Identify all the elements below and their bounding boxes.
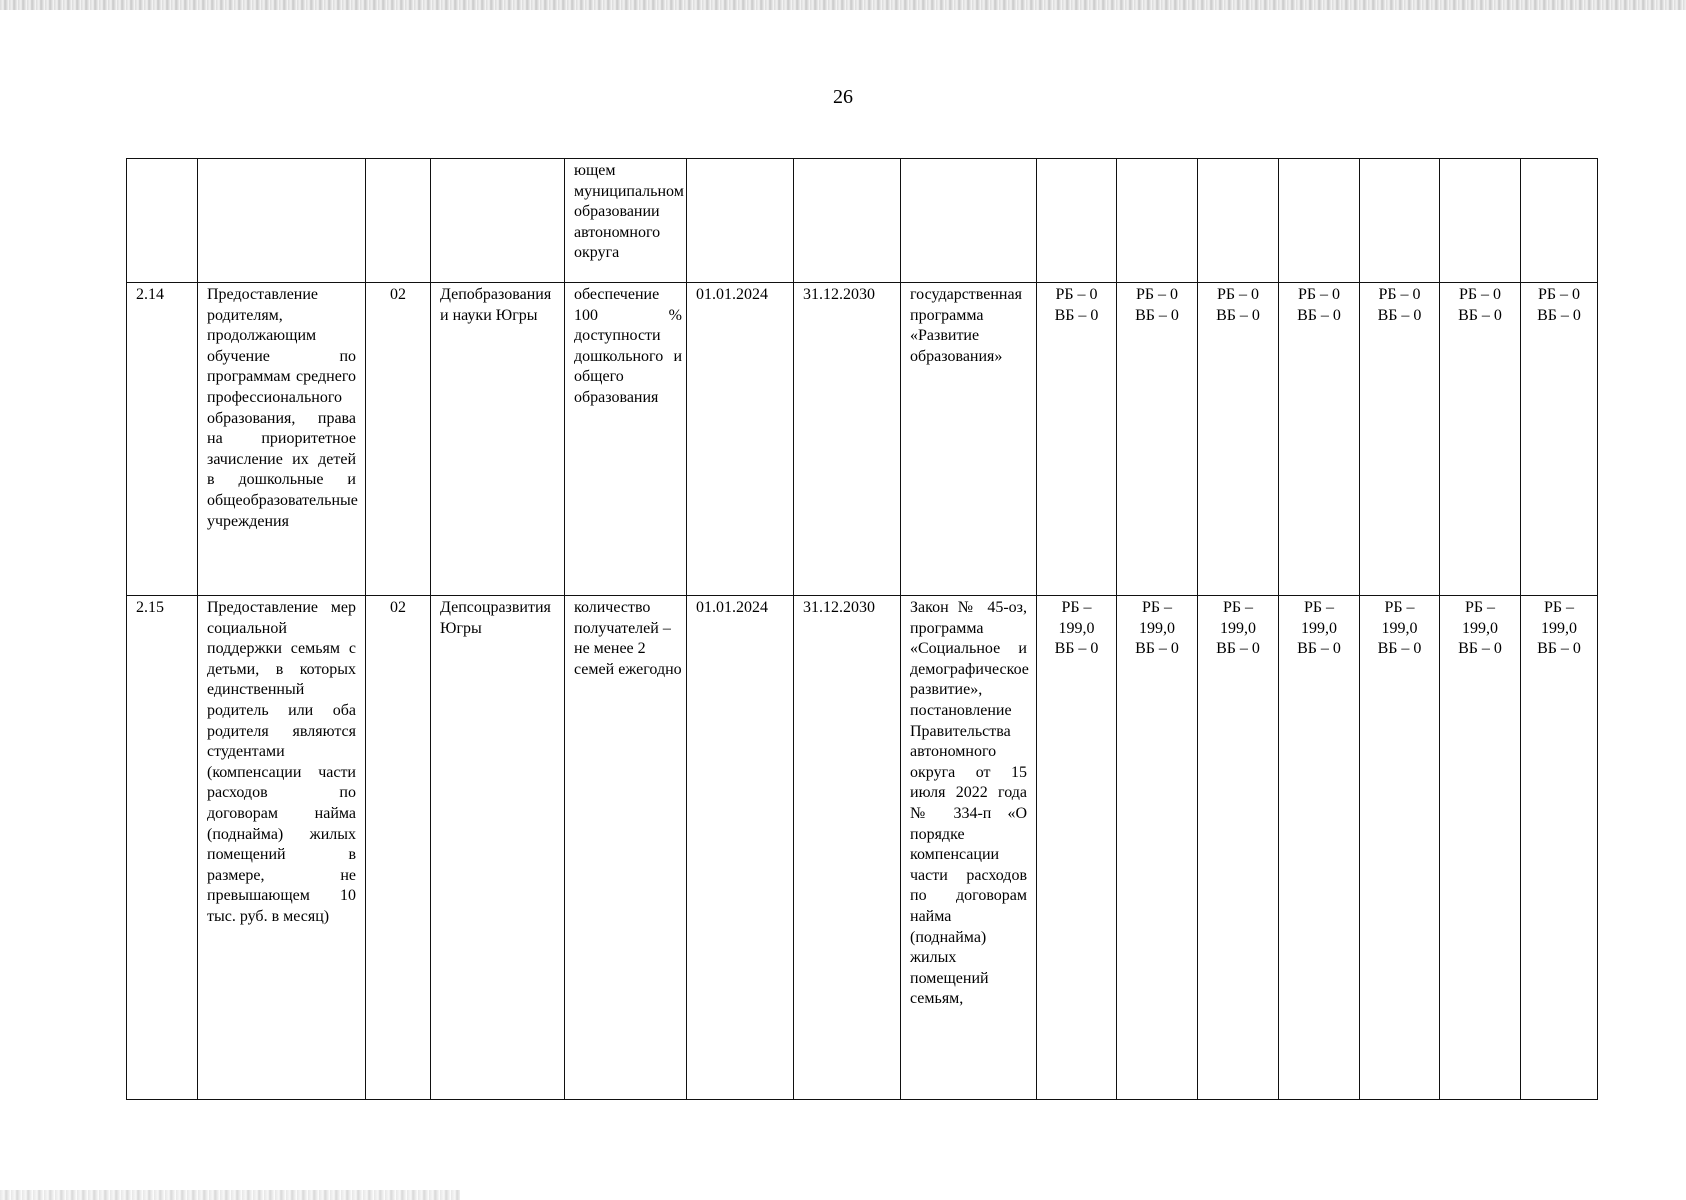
cell-executor: Депсоцразвития Югры: [431, 596, 565, 1100]
finance-vb: ВБ – 0: [1054, 306, 1099, 324]
cell-finance-7: [1521, 159, 1598, 283]
finance-rb: РБ – 199,0: [1139, 599, 1175, 637]
cell-number: [127, 159, 198, 283]
cell-finance-2: [1117, 596, 1198, 1100]
measures-table: [126, 158, 1598, 1100]
cell-start-date: 01.01.2024: [687, 283, 794, 596]
cell-code: 02: [366, 283, 431, 596]
cell-finance-4: [1279, 159, 1360, 283]
cell-finance-7: [1521, 596, 1598, 1100]
finance-rb: РБ – 0: [1458, 286, 1502, 303]
finance-rb: РБ – 0: [1297, 286, 1341, 303]
cell-measure: [198, 159, 366, 283]
table-row-2-15: [127, 596, 1598, 1100]
cell-start-date: 01.01.2024: [687, 596, 794, 1100]
cell-finance-6: [1440, 283, 1521, 596]
finance-rb: РБ – 0: [1216, 286, 1260, 303]
cell-basis: [901, 159, 1037, 283]
cell-end-date: 31.12.2030: [794, 596, 901, 1100]
cell-finance-4: [1279, 596, 1360, 1100]
cell-code: 02: [366, 596, 431, 1100]
cell-finance-7: [1521, 283, 1598, 596]
cell-end-date: [794, 159, 901, 283]
finance-rb: РБ – 199,0: [1541, 599, 1577, 637]
finance-vb: ВБ – 0: [1297, 640, 1341, 658]
cell-finance-1: [1037, 283, 1117, 596]
cell-finance-2: [1117, 283, 1198, 596]
cell-code: [366, 159, 431, 283]
cell-measure: Предоставление родителям, продолжающим обучение по программам среднего профессионального образования, права на приоритетное зачисление их детей в дошкольные и общеобразовательные учреждения: [198, 283, 366, 596]
cell-finance-5: [1360, 283, 1440, 596]
finance-vb: ВБ – 0: [1135, 640, 1179, 658]
finance-vb: ВБ – 0: [1377, 640, 1422, 658]
scan-edge-top: [0, 0, 1686, 10]
finance-vb: ВБ – 0: [1297, 306, 1341, 324]
finance-rb: РБ – 199,0: [1301, 599, 1337, 637]
cell-finance-3: [1198, 159, 1279, 283]
cell-measure: Предоставление мер социальной поддержки семьям с детьми, в которых единственный родитель или оба родителя являются студентами (компенсации части расходов по договорам найма (поднайма) жилых помещений в размере, не превышающем 10 тыс. руб. в месяц): [198, 596, 366, 1100]
finance-rb: РБ – 0: [1378, 286, 1421, 303]
cell-finance-6: [1440, 596, 1521, 1100]
cell-result: обеспечение 100 % доступности дошкольного и общего образования: [565, 283, 687, 596]
cell-finance-4: [1279, 283, 1360, 596]
finance-rb: РБ – 199,0: [1381, 599, 1418, 637]
finance-vb: ВБ – 0: [1458, 640, 1502, 658]
cell-result: количество получателей – не менее 2 семей ежегодно: [565, 596, 687, 1100]
page-number: 26: [833, 86, 853, 108]
finance-vb: ВБ – 0: [1216, 306, 1260, 324]
cell-number: 2.15: [127, 596, 198, 1100]
cell-finance-3: [1198, 596, 1279, 1100]
finance-vb: ВБ – 0: [1216, 640, 1260, 658]
cell-executor: [431, 159, 565, 283]
table-row-2-14: [127, 283, 1598, 596]
cell-finance-5: [1360, 596, 1440, 1100]
finance-rb: РБ – 0: [1135, 286, 1179, 303]
finance-vb: ВБ – 0: [1537, 306, 1581, 324]
finance-rb: РБ – 199,0: [1058, 599, 1095, 637]
cell-finance-6: [1440, 159, 1521, 283]
finance-vb: ВБ – 0: [1377, 306, 1422, 324]
finance-vb: ВБ – 0: [1458, 306, 1502, 324]
finance-vb: ВБ – 0: [1054, 640, 1099, 658]
cell-end-date: 31.12.2030: [794, 283, 901, 596]
cell-finance-2: [1117, 159, 1198, 283]
cell-basis: государственная программа «Развитие образования»: [901, 283, 1037, 596]
finance-rb: РБ – 199,0: [1462, 599, 1498, 637]
cell-finance-1: [1037, 159, 1117, 283]
finance-rb: РБ – 0: [1537, 286, 1581, 303]
cell-finance-5: [1360, 159, 1440, 283]
cell-number: 2.14: [127, 283, 198, 596]
cell-executor: Депобразования и науки Югры: [431, 283, 565, 596]
finance-vb: ВБ – 0: [1135, 306, 1179, 324]
finance-vb: ВБ – 0: [1537, 640, 1581, 658]
table-row-continuation: [127, 159, 1598, 283]
finance-rb: РБ – 0: [1055, 286, 1098, 303]
cell-result: ющем муниципальном образовании автономного округа: [565, 159, 687, 283]
cell-start-date: [687, 159, 794, 283]
cell-finance-3: [1198, 283, 1279, 596]
cell-basis: Закон № 45-оз, программа «Социальное и демографическое развитие», постановление Правительства автономного округа от 15 июля 2022 года № 334-п «О порядке компенсации части расходов по договорам найма (поднайма) жилых помещений семьям,: [901, 596, 1037, 1100]
finance-rb: РБ – 199,0: [1220, 599, 1256, 637]
scan-edge-bottom: [0, 1190, 460, 1200]
cell-finance-1: [1037, 596, 1117, 1100]
